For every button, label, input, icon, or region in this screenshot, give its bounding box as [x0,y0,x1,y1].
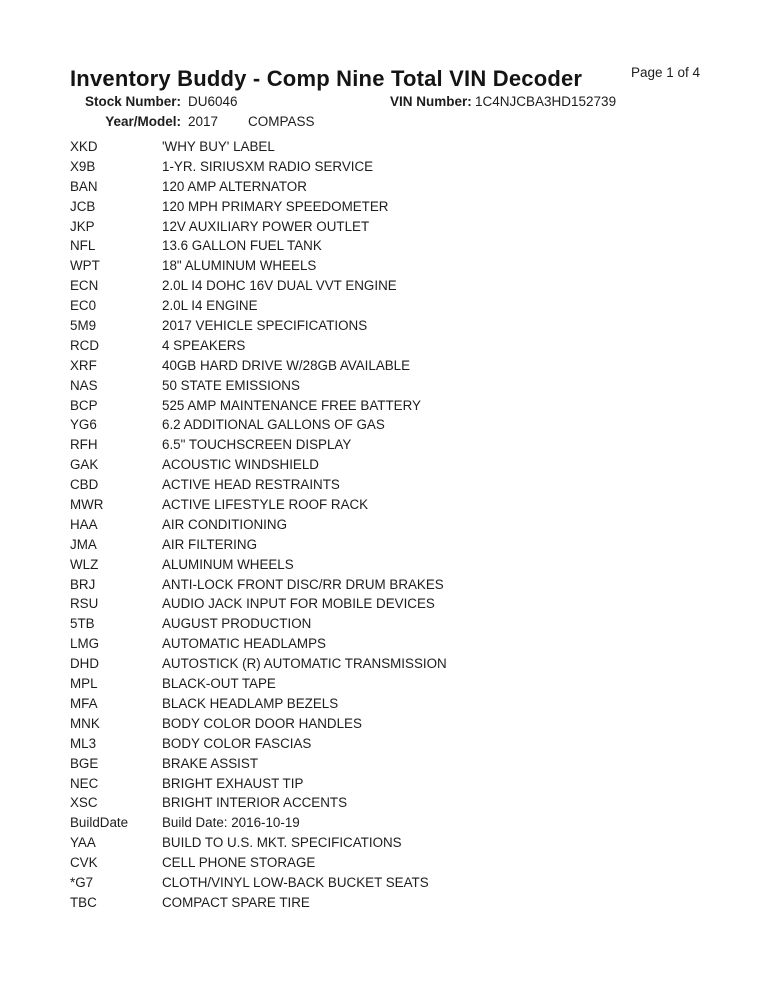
option-row [0,674,773,694]
option-row [0,336,773,356]
option-code: BCP [70,397,98,413]
option-code: MPL [70,676,98,692]
option-row [0,555,773,575]
option-description: 'WHY BUY' LABEL [162,139,275,154]
option-row [0,594,773,614]
option-description: 525 AMP MAINTENANCE FREE BATTERY [162,397,421,413]
option-code: ML3 [70,735,97,751]
option-code: WLZ [70,556,99,572]
option-code: BuildDate [70,815,129,831]
option-row [0,177,773,197]
option-description: COMPACT SPARE TIRE [162,894,310,910]
option-code: CBD [70,477,99,493]
option-code: XRF [70,357,97,373]
option-code: JCB [70,198,96,214]
option-row [0,356,773,376]
option-row [0,654,773,674]
option-code: MWR [70,497,104,513]
option-code: RSU [70,596,99,612]
option-row [0,415,773,435]
option-row [0,614,773,634]
option-row [0,873,773,893]
option-code: 5M9 [70,318,97,334]
option-row [0,535,773,555]
option-description: 1-YR. SIRIUSXM RADIO SERVICE [162,158,374,174]
model-value: COMPASS [248,114,315,129]
option-row [0,376,773,396]
option-code: CVK [70,855,98,871]
option-description: BUILD TO U.S. MKT. SPECIFICATIONS [162,835,402,851]
year-model-row [0,114,773,134]
option-code: HAA [70,516,98,532]
option-description: BLACK-OUT TAPE [162,676,276,692]
option-row [0,396,773,416]
option-description: AUGUST PRODUCTION [162,616,312,632]
options-list [0,137,773,913]
option-description: AUDIO JACK INPUT FOR MOBILE DEVICES [162,596,435,612]
option-row [0,754,773,774]
option-code: ECN [70,278,99,294]
option-code: XSC [70,795,98,811]
option-code: WPT [70,258,100,274]
option-row [0,694,773,714]
option-row [0,236,773,256]
option-description: BODY COLOR DOOR HANDLES [162,715,362,731]
option-row [0,296,773,316]
option-code: MFA [70,695,98,711]
option-code: *G7 [70,874,94,890]
option-code: YG6 [70,417,97,433]
option-code: JMA [70,536,97,552]
option-description: ACOUSTIC WINDSHIELD [162,457,319,473]
option-row [0,475,773,495]
option-description: 2.0L I4 DOHC 16V DUAL VVT ENGINE [162,278,397,294]
option-row [0,634,773,654]
option-description: 6.5" TOUCHSCREEN DISPLAY [162,437,352,453]
option-description: 13.6 GALLON FUEL TANK [162,238,322,254]
option-description: 18" ALUMINUM WHEELS [162,258,317,274]
option-code: TBC [70,894,97,910]
year-model-label: Year/Model: [105,114,181,129]
option-code: NEC [70,775,99,791]
option-code: X9B [70,158,96,174]
option-code: JKP [70,218,95,234]
option-row [0,157,773,177]
page-title: Inventory Buddy - Comp Nine Total VIN Decoder [70,66,583,91]
option-row [0,316,773,336]
option-row [0,137,773,157]
option-description: 6.2 ADDITIONAL GALLONS OF GAS [162,417,385,433]
option-code: RCD [70,337,100,353]
option-description: 50 STATE EMISSIONS [162,377,300,393]
option-description: AUTOSTICK (R) AUTOMATIC TRANSMISSION [162,656,447,672]
option-code: GAK [70,457,99,473]
option-code: DHD [70,656,100,672]
option-row [0,833,773,853]
option-description: BRIGHT EXHAUST TIP [162,775,304,791]
option-description: BRIGHT INTERIOR ACCENTS [162,795,348,811]
option-row [0,793,773,813]
option-row [0,435,773,455]
vin-number-label: VIN Number: [390,94,472,109]
option-code: MNK [70,715,100,731]
option-description: ALUMINUM WHEELS [162,556,294,572]
option-code: LMG [70,636,100,652]
option-description: BODY COLOR FASCIAS [162,735,312,751]
stock-number-value: DU6046 [188,94,238,109]
option-code: YAA [70,835,96,851]
option-description: CLOTH/VINYL LOW-BACK BUCKET SEATS [162,874,429,890]
option-code: BAN [70,178,98,194]
option-row [0,813,773,833]
option-row [0,734,773,754]
option-row [0,256,773,276]
option-description: 120 AMP ALTERNATOR [162,178,307,194]
option-description: ACTIVE LIFESTYLE ROOF RACK [162,497,369,513]
option-description: 12V AUXILIARY POWER OUTLET [162,218,370,234]
option-row [0,276,773,296]
option-row [0,495,773,515]
option-code: RFH [70,437,98,453]
option-row [0,197,773,217]
stock-number-label: Stock Number: [84,94,181,109]
option-code: BRJ [70,576,96,592]
option-description: CELL PHONE STORAGE [162,855,316,871]
option-row [0,774,773,794]
option-description: Build Date: 2016-10-19 [162,815,300,831]
option-description: ANTI-LOCK FRONT DISC/RR DRUM BRAKES [162,576,444,592]
year-value: 2017 [188,114,219,129]
option-code: EC0 [70,298,97,314]
option-row [0,893,773,913]
option-description: 120 MPH PRIMARY SPEEDOMETER [162,198,389,214]
option-description: AIR FILTERING [162,536,257,552]
option-description: AIR CONDITIONING [162,516,287,532]
stock-vin-row [0,94,773,114]
option-description: BRAKE ASSIST [162,755,259,771]
option-description: ACTIVE HEAD RESTRAINTS [162,477,340,493]
option-description: 4 SPEAKERS [162,337,246,353]
option-description: 40GB HARD DRIVE W/28GB AVAILABLE [162,357,411,373]
option-code: 5TB [70,616,95,632]
option-code: XKD [70,139,98,154]
option-row [0,217,773,237]
option-description: 2017 VEHICLE SPECIFICATIONS [162,318,368,334]
option-code: NAS [70,377,98,393]
vehicle-meta [0,94,773,134]
vin-number-value: 1C4NJCBA3HD152739 [475,94,617,109]
option-description: BLACK HEADLAMP BEZELS [162,695,339,711]
option-row [0,575,773,595]
option-code: NFL [70,238,96,254]
option-row [0,515,773,535]
option-description: 2.0L I4 ENGINE [162,298,258,314]
option-row [0,714,773,734]
option-description: AUTOMATIC HEADLAMPS [162,636,326,652]
page-indicator: Page 1 of 4 [631,65,701,80]
option-row [0,455,773,475]
option-row [0,853,773,873]
option-code: BGE [70,755,99,771]
